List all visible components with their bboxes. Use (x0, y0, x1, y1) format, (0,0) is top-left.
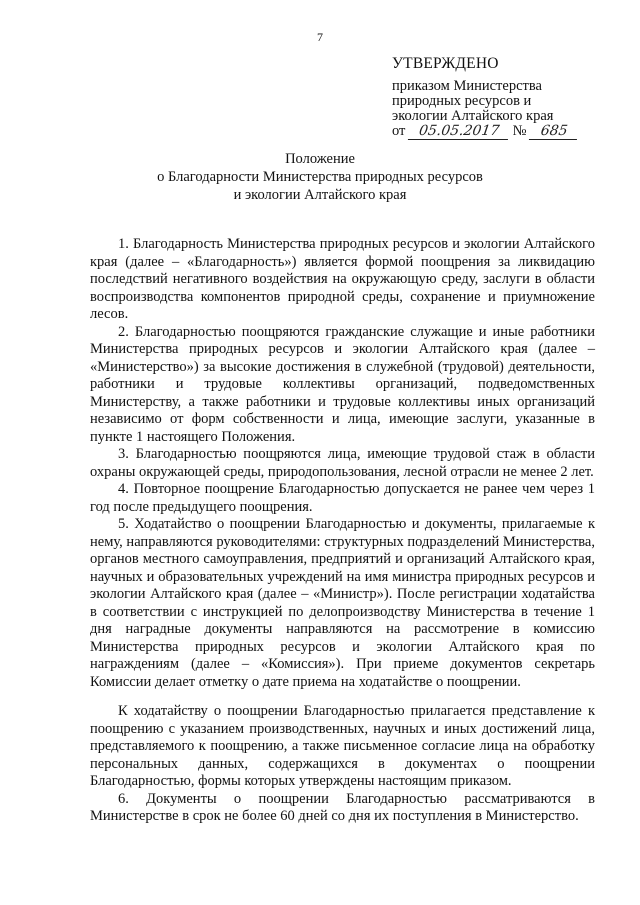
paragraph-2: 2. Благодарностью поощряются гражданские служащие и иные работники Министерства природных ресурсов и экологии Алтайского края (далее – «Министерство») за высокие достижения в служебной (трудовой) деятельности, работники и трудовые коллективы организаций, подведомственных Министерству, а также работники и трудовые коллективы иных организаций независимо от форм собственности и лица, имеющие заслуги, указанные в пункте 1 настоящего Положения. (90, 323, 595, 445)
handwritten-date: 05.05.2017 (408, 124, 510, 140)
paragraph-1: 1. Благодарность Министерства природных ресурсов и экологии Алтайского края (далее – «Благодарность») является формой поощрения за ликвидацию последствий негативного воздействия на окружающую среду, заслуги в области воспроизводства компонентов природной среды, сохранение и приумножение лесов. (90, 236, 595, 322)
approval-heading: УТВЕРЖДЕНО (392, 55, 499, 72)
approval-stamp-block (392, 56, 607, 140)
document-body (90, 236, 595, 826)
approval-date-line (392, 124, 607, 140)
number-prefix: № (512, 123, 527, 139)
paragraph-3: 3. Благодарностью поощряются лица, имеющие трудовой стаж в области охраны окружающей среды, природопользования, лесной отрасли не менее 2 лет. (90, 446, 595, 480)
approval-line-2: природных ресурсов и (392, 93, 532, 109)
date-prefix: от (392, 123, 406, 139)
paragraph-4: 4. Повторное поощрение Благодарностью допускается не ранее чем через 1 год после предыдущего поощрения. (90, 481, 595, 515)
title-line-3: и экологии Алтайского края (233, 187, 407, 203)
page-number: 7 (317, 30, 323, 44)
document-title (0, 150, 640, 204)
handwritten-number: 685 (529, 124, 579, 140)
title-line-1: Положение (285, 151, 355, 167)
paragraph-6: 6. Документы о поощрении Благодарностью рассматриваются в Министерстве в срок не более 60 дней со дня их поступления в Министерство. (90, 790, 595, 824)
paragraph-5: 5. Ходатайство о поощрении Благодарностью и документы, прилагаемые к нему, направляются руководителями: структурных подразделений Министерства, органов местного самоуправления, предприятий и организаций Алтайского края, научных и образовательных учреждений на имя министра природных ресурсов и экологии Алтайского края (далее – «Министр»). После регистрации ходатайства в соответствии с инструкцией по делопроизводству Министерства в течение 1 дня наградные документы направляются на рассмотрение в комиссию Министерства природных ресурсов и экологии Алтайского края по награждениям (далее – «Комиссия»). При приеме документов секретарь Комиссии делает отметку о дате приема на ходатайстве о поощрении. (90, 516, 595, 690)
paragraph-5-attachment: К ходатайству о поощрении Благодарностью прилагается представление к поощрению с указанием производственных, научных и иных достижений лица, представляемого к поощрению, а также письменное согласие лица на обработку персональных данных, содержащихся в документах о поощрении Благодарностью, формы которых утверждены настоящим приказом. (90, 703, 595, 789)
approval-line-1: приказом Министерства (392, 78, 542, 94)
approval-line-3: экологии Алтайского края (392, 108, 554, 124)
title-line-2: о Благодарности Министерства природных ресурсов (157, 169, 483, 185)
